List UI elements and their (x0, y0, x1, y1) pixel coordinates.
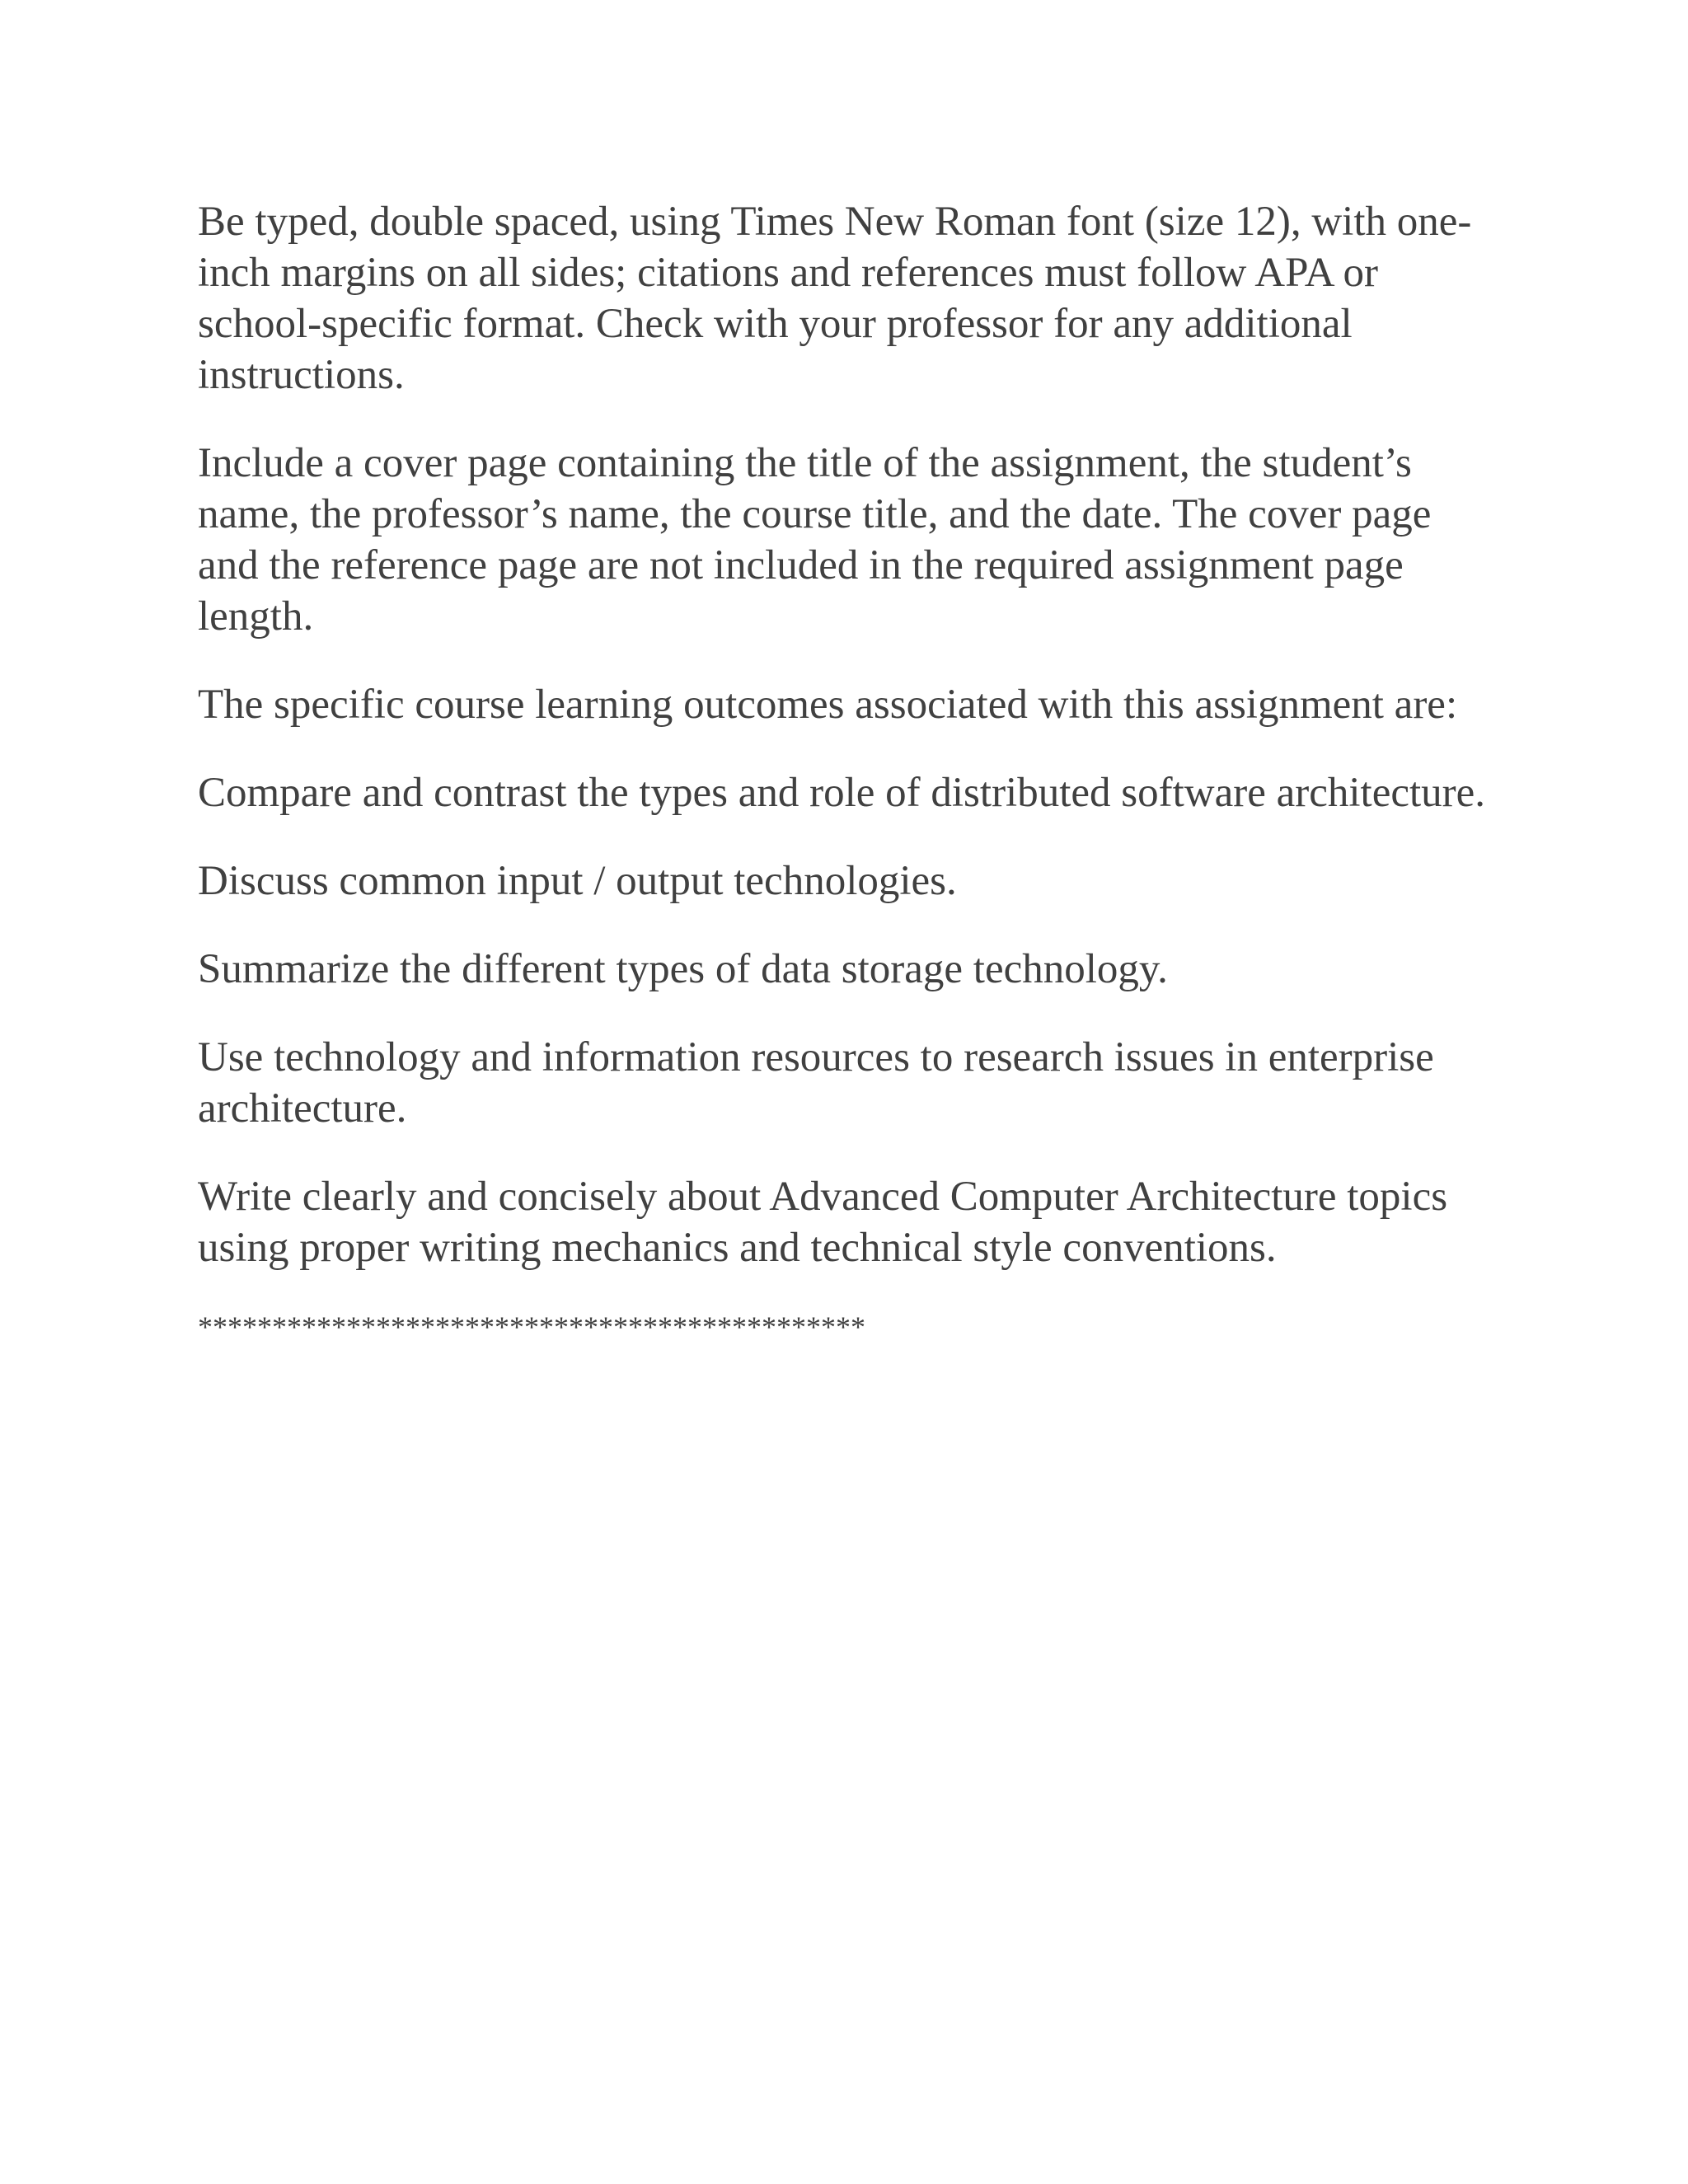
outcome-io-technologies: Discuss common input / output technologies. (198, 858, 957, 904)
learning-outcomes-intro: The specific course learning outcomes associated with this assignment are: (198, 682, 1458, 728)
outcome-research-issues: Use technology and information resources to research issues in enterprise architecture. (198, 1034, 1434, 1132)
formatting-requirements-paragraph: Be typed, double spaced, using Times New Roman font (size 12), with one-inch margins on all sides; citations and references must follow APA or school-specific format. Check with your professor for any additional instructions. (198, 199, 1472, 398)
separator-stars: ********************************************* (198, 1310, 865, 1343)
outcome-distributed-architecture: Compare and contrast the types and role of distributed software architecture. (198, 770, 1486, 816)
outcome-data-storage: Summarize the different types of data storage technology. (198, 946, 1168, 992)
cover-page-paragraph: Include a cover page containing the title of the assignment, the student’s name, the professor’s name, the course title, and the date. The cover page and the reference page are not included in the required assignment page length. (198, 440, 1432, 640)
document-body (198, 196, 1500, 1380)
outcome-writing: Write clearly and concisely about Advanced Computer Architecture topics using proper writing mechanics and technical style conventions. (198, 1174, 1448, 1271)
